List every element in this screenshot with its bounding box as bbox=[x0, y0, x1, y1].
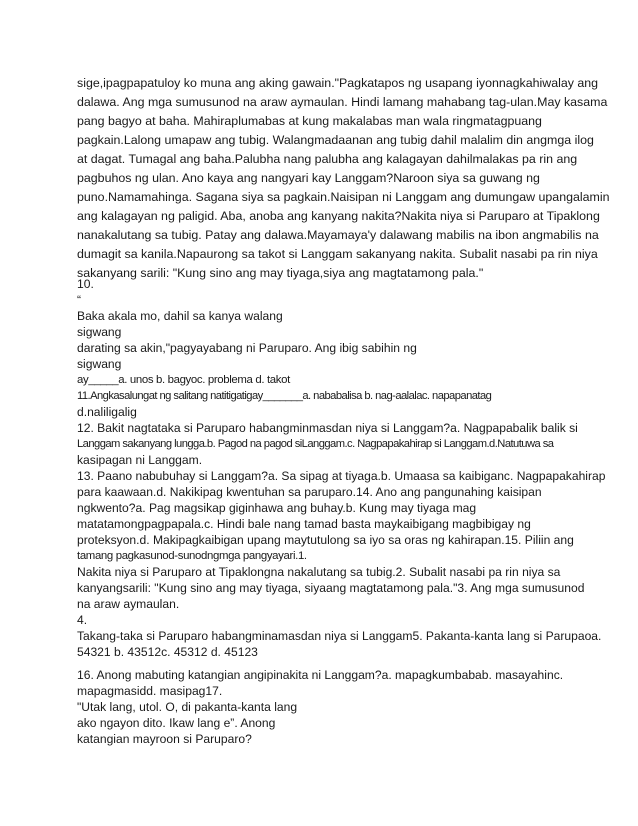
text-line: na araw aymaulan. bbox=[77, 597, 180, 611]
text-line: Baka akala mo, dahil sa kanya walang bbox=[77, 309, 283, 323]
text-line: 13. Paano nabubuhay si Langgam?a. Sa sipag at tiyaga.b. Umaasa sa kaibiganc. Nagpapakahirap bbox=[77, 469, 606, 483]
text-line: 11.Angkasalungat ng salitang natitigatigay_______a. nababalisa b. nag-aalalac. napapanatag bbox=[77, 390, 492, 402]
questions-section bbox=[77, 276, 606, 660]
text-line: Nakita niya si Paruparo at Tipaklongna nakalutang sa tubig.2. Subalit nasabi pa rin niya sa bbox=[77, 565, 561, 579]
text-line: pagbuhos ng ulan. Ano kaya ang nangyari kay Langgam?Naroon siya sa guwang ng bbox=[77, 171, 540, 185]
text-line: Langgam sakanyang lungga.b. Pagod na pagod siLanggam.c. Nagpapakahirap si Langgam.d.Natutuwa sa bbox=[77, 438, 554, 450]
story-passage bbox=[77, 74, 610, 283]
quote-mark: “ bbox=[77, 293, 82, 307]
text-line: darating sa akin,"pagyayabang ni Paruparo. Ang ibig sabihin ng bbox=[77, 341, 417, 355]
text-line: ang kalagayan ng paligid. Aba, anoba ang kanyang nakita?Nakita niya si Paruparo at Tipaklong bbox=[77, 209, 600, 223]
text-line: para kaawaan.d. Nakikipag kwentuhan sa paruparo.14. Ano ang pangunahing kaisipan bbox=[77, 485, 542, 499]
text-line: 16. Anong mabuting katangian angipinakita ni Langgam?a. mapagkumbabab. masayahinc. bbox=[77, 668, 564, 682]
text-line: kasipagan ni Langgam. bbox=[77, 453, 203, 467]
text-line: sakanyang sarili: "Kung sino ang may tiyaga,siya ang magtatamong pala." bbox=[77, 266, 484, 280]
text-line: sige,ipagpapatuloy ko muna ang aking gawain."Pagkatapos ng usapang iyonnagkahiwalay ang bbox=[77, 76, 599, 90]
text-line: Takang-taka si Paruparo habangminamasdan niya si Langgam5. Pakanta-kanta lang si Parupaoa. bbox=[77, 629, 602, 643]
text-line: 4. bbox=[77, 613, 88, 627]
questions-section-continued bbox=[77, 667, 592, 747]
text-line: 12. Bakit nagtataka si Paruparo habangminmasdan niya si Langgam?a. Nagpapabalik balik si bbox=[77, 421, 578, 435]
text-line: at dagat. Tumagal ang baha.Palubha nang palubha ang kalagayan dahilmalakas pa rin ang bbox=[77, 152, 578, 166]
text-line: puno.Namamahinga. Sagana siya sa pagkain.Naisipan ni Langgam ang dumungaw upangalamin bbox=[77, 190, 610, 204]
text-line: tamang pagkasunod-sunodngmga pangyayari.1. bbox=[77, 550, 307, 562]
text-line: sigwang bbox=[77, 357, 122, 371]
text-line: "Utak lang, utol. O, di pakanta-kanta lang bbox=[77, 700, 298, 714]
text-line: kanyangsarili: "Kung sino ang may tiyaga, siyaang magtatamong pala."3. Ang mga sumusunod bbox=[77, 581, 585, 595]
text-line: pang bagyo at baha. Mahiraplumabas at kung makalabas man wala ringmatagpuang bbox=[77, 114, 542, 128]
text-line: dumagit sa kanila.Napaurong sa takot si Langgam sakanyang nakita. Subalit nasabi pa rin niya bbox=[77, 247, 598, 261]
question-number: 10. bbox=[77, 277, 94, 291]
text-line: nanakalutang sa tubig. Patay ang dalawa.Mayamaya'y dalawang mabilis na ibon angmabilis na bbox=[77, 228, 599, 242]
text-line: proteksyon.d. Makipagkaibigan upang maytutulong sa iyo sa oras ng kahirapan.15. Piliin ang bbox=[77, 533, 574, 547]
text-line: ako ngayon dito. Ikaw lang e”. Anong bbox=[77, 716, 276, 730]
text-line: katangian mayroon si Paruparo? bbox=[77, 732, 252, 746]
text-line: pagkain.Lalong umapaw ang tubig. Walangmadaanan ang tubig dahil malalim din angmga ilog bbox=[77, 133, 594, 147]
text-line: mapagmasidd. masipag17. bbox=[77, 684, 223, 698]
text-line: d.naliligalig bbox=[77, 405, 137, 419]
text-line: sigwang bbox=[77, 325, 122, 339]
text-line: ay_____a. unos b. bagyoc. problema d. takot bbox=[77, 374, 290, 386]
text-line: 54321 b. 43512c. 45312 d. 45123 bbox=[77, 645, 258, 659]
text-line: ngkwento?a. Pag magsikap giginhawa ang buhay.b. Kung may tiyaga mag bbox=[77, 501, 477, 515]
text-line: dalawa. Ang mga sumusunod na araw aymaulan. Hindi lamang mahabang tag-ulan.May kasama bbox=[77, 95, 608, 109]
text-line: matatamongpagpapala.c. Hindi bale nang tamad basta maykaibigang magbibigay ng bbox=[77, 517, 531, 531]
